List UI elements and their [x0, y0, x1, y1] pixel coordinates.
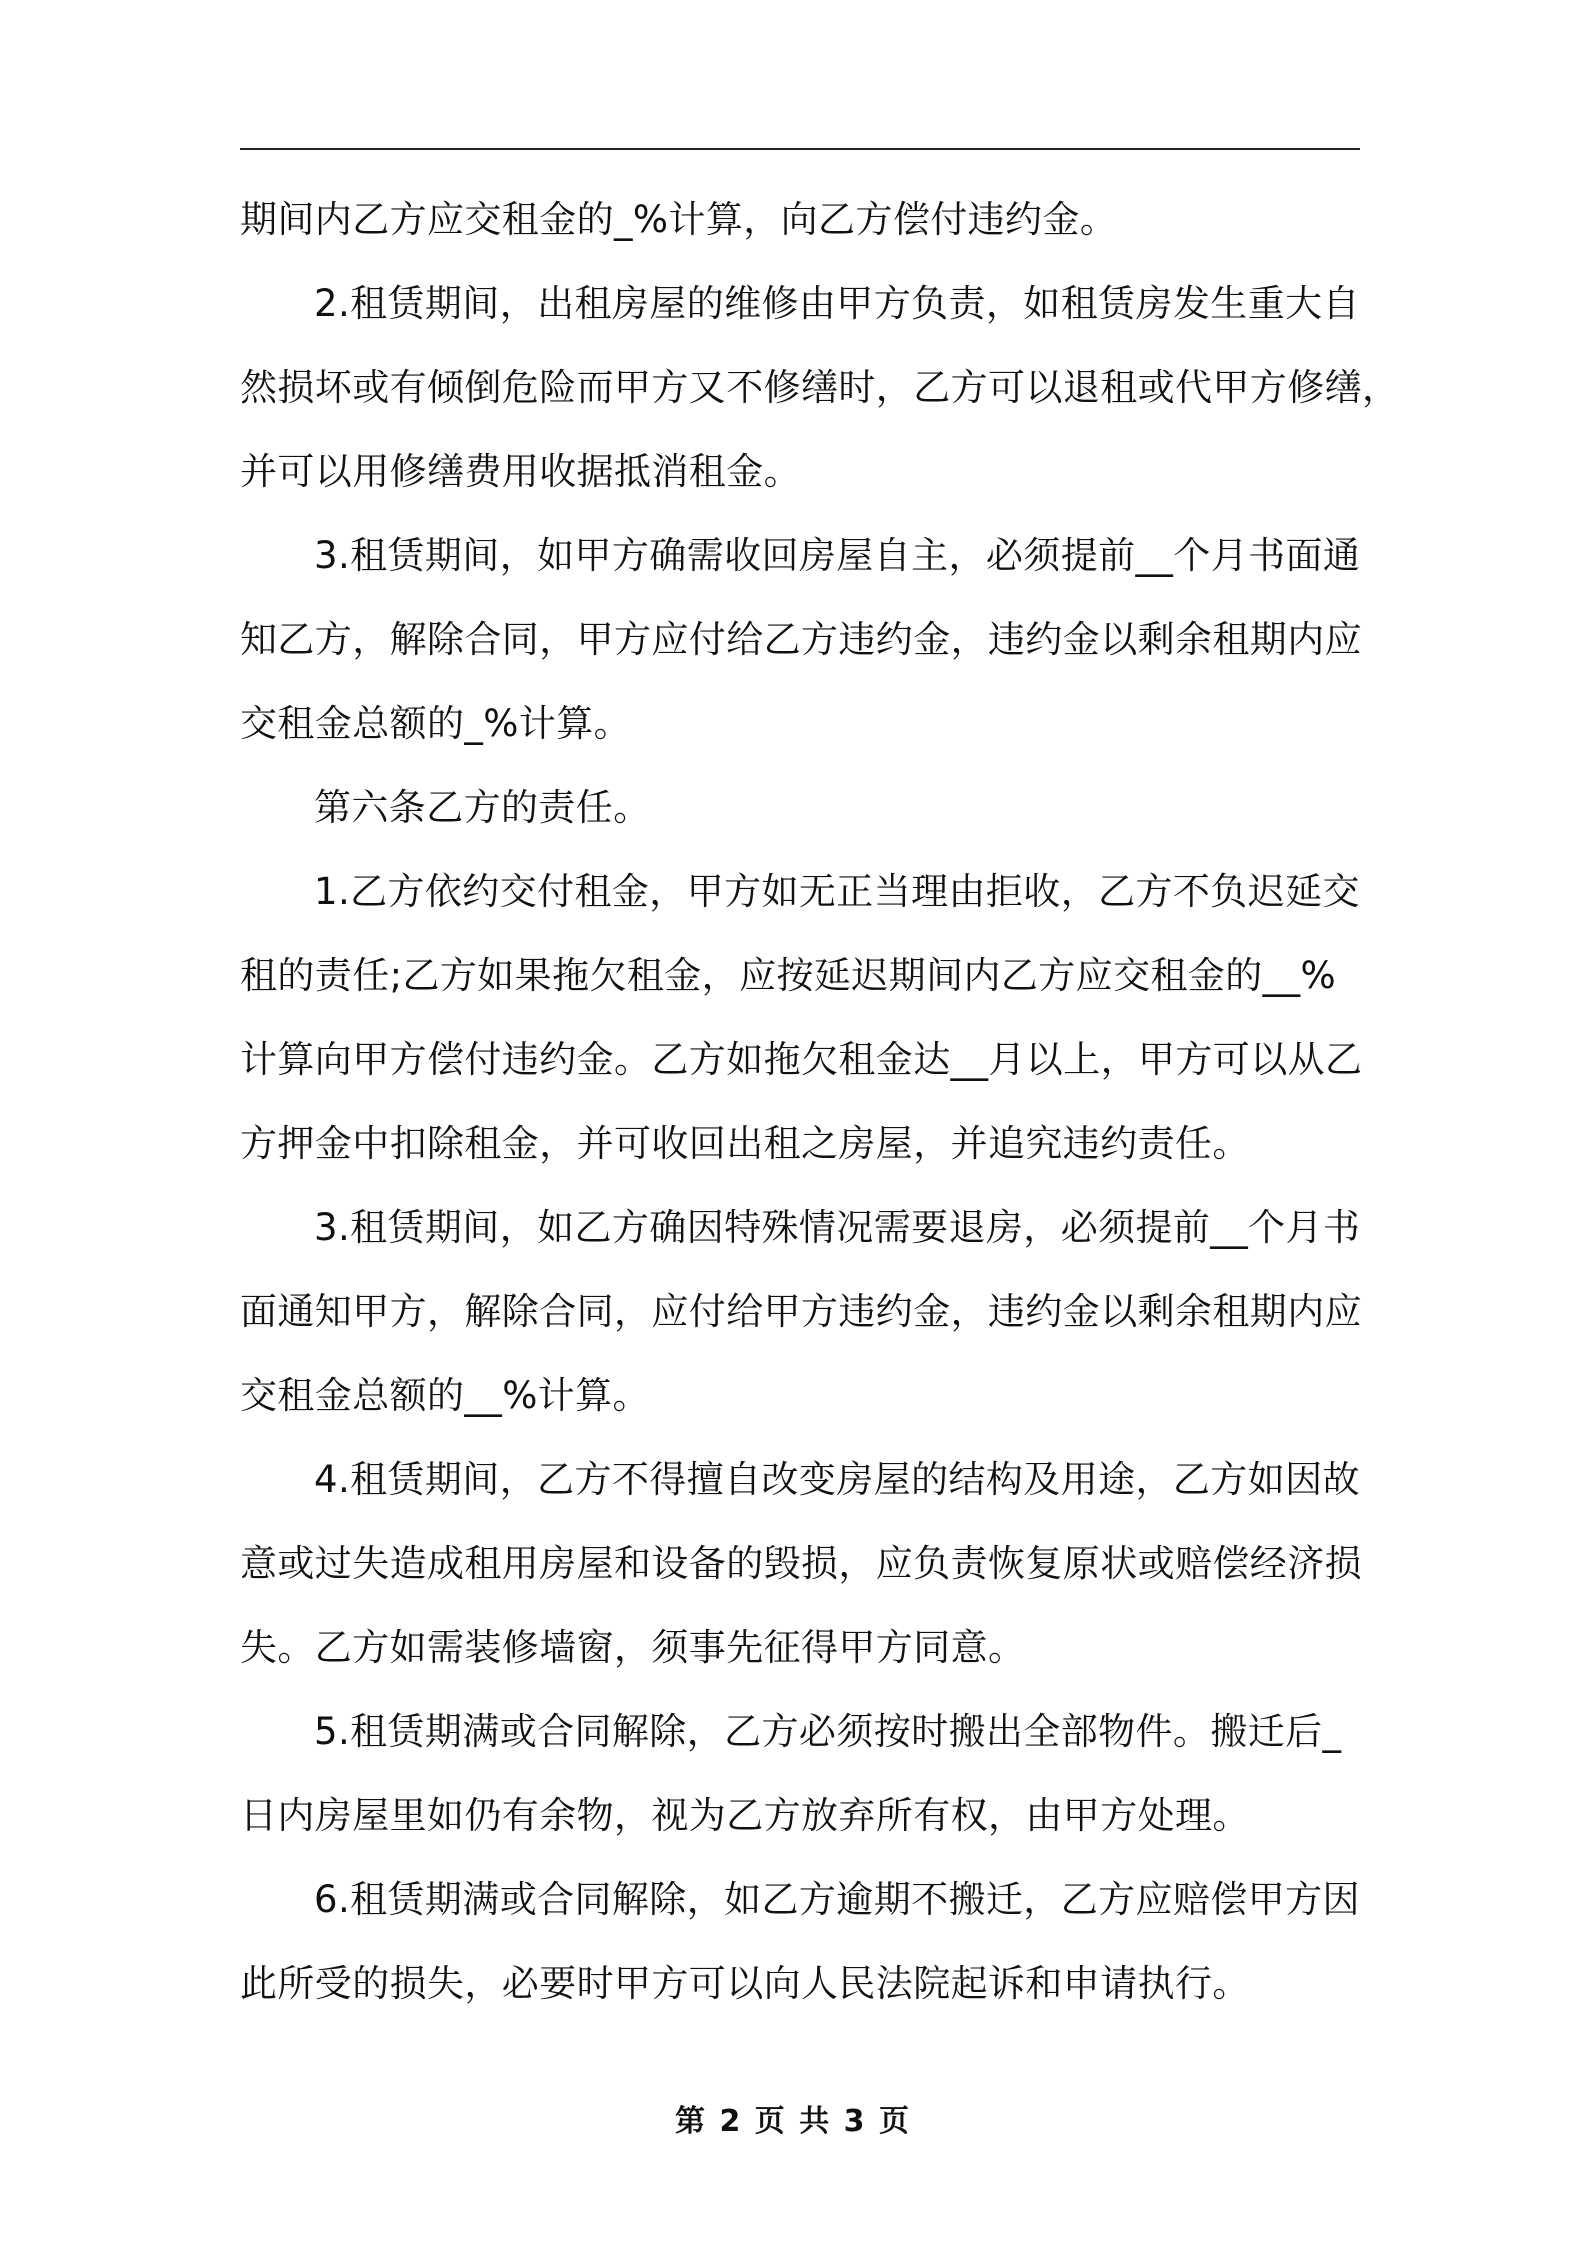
text-line: 然损坏或有倾倒危险而甲方又不修缮时，乙方可以退租或代甲方修缮，	[240, 366, 1400, 409]
section-heading: 第六条乙方的责任。	[314, 786, 651, 829]
text-line: 失。乙方如需装修墙窗，须事先征得甲方同意。	[240, 1626, 1026, 1669]
text-line: 日内房屋里如仍有余物，视为乙方放弃所有权，由甲方处理。	[240, 1794, 1250, 1837]
text-line: 租的责任;乙方如果拖欠租金，应按延迟期间内乙方应交租金的__%	[240, 954, 1337, 997]
text-line: 交租金总额的__%计算。	[240, 1374, 650, 1417]
text-line: 此所受的损失，必要时甲方可以向人民法院起诉和申请执行。	[240, 1962, 1250, 2005]
text-line: 计算向甲方偿付违约金。乙方如拖欠租金达__月以上，甲方可以从乙	[240, 1038, 1363, 1081]
document-body	[240, 178, 1400, 2026]
text-line: 面通知甲方，解除合同，应付给甲方违约金，违约金以剩余租期内应	[240, 1290, 1362, 1333]
text-line: 期间内乙方应交租金的_%计算，向乙方偿付违约金。	[240, 198, 1118, 241]
text-line: 5.租赁期满或合同解除，乙方必须按时搬出全部物件。搬迁后_	[314, 1710, 1342, 1753]
text-line: 并可以用修缮费用收据抵消租金。	[240, 450, 801, 493]
text-line: 2.租赁期间，出租房屋的维修由甲方负责，如租赁房发生重大自	[314, 282, 1360, 325]
text-line: 3.租赁期间，如乙方确因特殊情况需要退房，必须提前__个月书	[314, 1206, 1361, 1249]
text-line: 3.租赁期间，如甲方确需收回房屋自主，必须提前__个月书面通	[314, 534, 1361, 577]
page-number-footer: 第 2 页 共 3 页	[675, 2104, 911, 2139]
text-line: 方押金中扣除租金，并可收回出租之房屋，并追究违约责任。	[240, 1122, 1250, 1165]
text-line: 6.租赁期满或合同解除，如乙方逾期不搬迁，乙方应赔偿甲方因	[314, 1878, 1360, 1921]
text-line: 4.租赁期间，乙方不得擅自改变房屋的结构及用途，乙方如因故	[314, 1458, 1360, 1501]
text-line: 交租金总额的_%计算。	[240, 702, 632, 745]
text-line: 1.乙方依约交付租金，甲方如无正当理由拒收，乙方不负迟延交	[314, 870, 1360, 913]
text-line: 意或过失造成租用房屋和设备的毁损，应负责恢复原状或赔偿经济损	[240, 1542, 1362, 1585]
text-line: 知乙方，解除合同，甲方应付给乙方违约金，违约金以剩余租期内应	[240, 618, 1362, 661]
header-rule	[240, 148, 1360, 150]
